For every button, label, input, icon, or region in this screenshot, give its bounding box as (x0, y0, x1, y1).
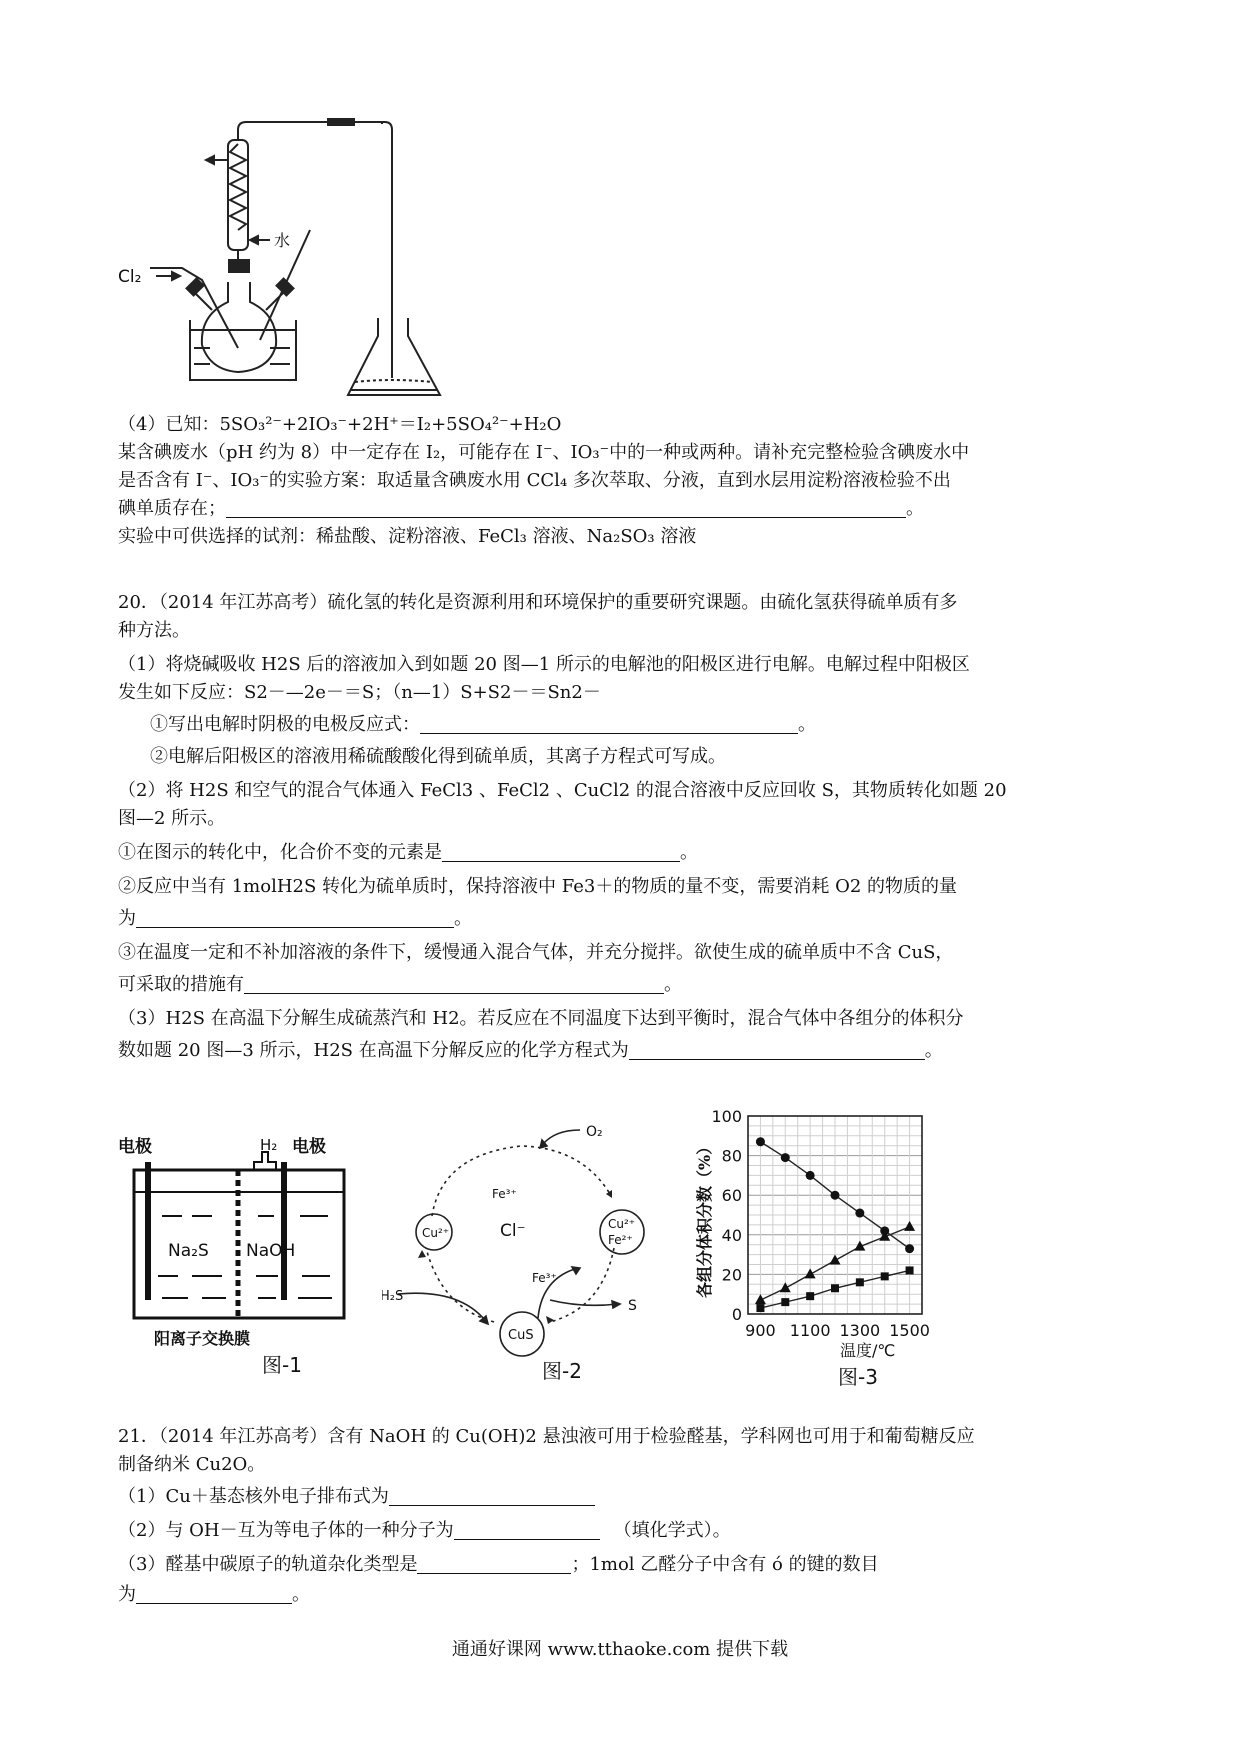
q20-part3-blank[interactable] (629, 1039, 925, 1060)
q20-part1-1: （1）将烧碱吸收 H2S 后的溶液加入到如题 20 图—1 所示的电解池的阳极区进行电解。电解过程中阳极区 (118, 654, 970, 675)
q20-part2-q3-blank[interactable] (244, 973, 664, 994)
q21-part3-answer-text: 为 (118, 1584, 136, 1605)
q4-text-1: 某含碘废水（pH 约为 8）中一定存在 I₂，可能存在 I⁻、IO₃⁻中的一种或两种。请补充完整检验含碘废水中 (118, 442, 970, 463)
y-tick-label: 100 (711, 1108, 742, 1126)
electrode-left-label: 电极 (118, 1137, 152, 1157)
s-label: S (628, 1298, 637, 1314)
figure-volume-fraction-chart (686, 1108, 1026, 1392)
cl2-label: Cl₂ (118, 267, 142, 287)
figure-conversion-cycle (382, 1118, 662, 1388)
q4-text-3-start: 碘单质存在； (118, 498, 226, 519)
data-point-circle (831, 1191, 840, 1200)
figure-2-caption: 图-2 (542, 1359, 582, 1383)
data-point-triangle (780, 1282, 791, 1292)
naoh-label: NaOH (246, 1241, 296, 1261)
cu2-right-label: Cu²⁺ (608, 1217, 636, 1231)
fe3-top-label: Fe³⁺ (492, 1187, 517, 1201)
membrane-label: 阳离子交换膜 (154, 1329, 251, 1348)
water-label: 水 (274, 231, 291, 250)
q4-reagents: 实验中可供选择的试剂：稀盐酸、淀粉溶液、FeCl₃ 溶液、Na₂SO₃ 溶液 (118, 526, 697, 547)
q21-part1 (118, 1484, 1128, 1510)
data-point-square (906, 1266, 914, 1274)
data-point-circle (781, 1153, 790, 1162)
q21-part2-text: （2）与 OH－互为等电子体的一种分子为 (118, 1520, 454, 1541)
q21-part3-answer (118, 1582, 1128, 1608)
q20-part3-2-text: 数如题 20 图—3 所示，H2S 在高温下分解反应的化学方程式为 (118, 1040, 629, 1061)
q21-part2-end: （填化学式）。 (613, 1520, 731, 1541)
q20-part2-q1-end: 。 (680, 842, 698, 863)
footer-credit: 通通好课网 www.tthaoke.com 提供下载 (451, 1639, 789, 1660)
q4-text-2: 是否含有 I⁻、IO₃⁻的实验方案：取适量含碘废水用 CCl₄ 多次萃取、分液，直到水层用淀粉溶液检验不出 (118, 470, 951, 491)
q20-part1-q2: ②电解后阳极区的溶液用稀硫酸酸化得到硫单质，其离子方程式可写成。 (150, 746, 726, 767)
data-point-square (756, 1304, 764, 1312)
chart-x-axis-label: 温度/℃ (840, 1341, 896, 1360)
h2-label: H₂ (260, 1136, 278, 1154)
q20-part2-q3-end: 。 (664, 974, 682, 995)
q21-part3-answer-end: 。 (292, 1584, 310, 1605)
q20-part2-q2-blank[interactable] (136, 907, 454, 928)
data-point-triangle (805, 1268, 816, 1278)
q21-part3-answer-blank[interactable] (136, 1583, 292, 1604)
data-point-square (806, 1292, 814, 1300)
electrode-right-label: 电极 (292, 1137, 326, 1157)
q4-text-3-end: 。 (906, 498, 924, 519)
q20-part2-q1-blank[interactable] (442, 841, 680, 862)
data-point-square (856, 1278, 864, 1286)
q20-part2-q3-answer (118, 972, 1128, 998)
cus-label: CuS (508, 1328, 534, 1343)
figure-1-caption: 图-1 (262, 1353, 302, 1377)
data-point-triangle (755, 1294, 766, 1304)
data-point-square (831, 1284, 839, 1292)
y-tick-label: 80 (721, 1146, 742, 1166)
q20-part2-q2-answer (118, 906, 1128, 932)
q20-part2-q1 (118, 840, 1128, 866)
q20-stem-2: 种方法。 (118, 620, 190, 641)
q20-part1-q1 (150, 712, 1160, 738)
q4-text-3 (118, 496, 1128, 522)
q20-part2-1: （2）将 H2S 和空气的混合气体通入 FeCl3 、FeCl2 、CuCl2 的混合溶液中反应回收 S，其物质转化如题 20 (118, 780, 1007, 801)
cu2-left-label: Cu²⁺ (422, 1226, 450, 1240)
data-point-circle (905, 1244, 914, 1253)
q20-part1-q1-text: ①写出电解时阴极的电极反应式： (150, 714, 420, 735)
data-point-circle (806, 1171, 815, 1180)
data-point-circle (855, 1209, 864, 1218)
q21-stem-2: 制备纳米 Cu2O。 (118, 1454, 266, 1475)
apparatus-figure (110, 110, 530, 410)
data-point-square (881, 1272, 889, 1280)
q20-part1-2: 发生如下反应：S2－—2e－＝S；（n—1）S+S2－＝Sn2－ (118, 682, 601, 703)
q21-part1-text: （1）Cu＋基态核外电子排布式为 (118, 1486, 389, 1507)
q20-part2-q2: ②反应中当有 1molH2S 转化为硫单质时，保持溶液中 Fe3＋的物质的量不变，需要消耗 O2 的物质的量 (118, 876, 958, 897)
fe2-label: Fe²⁺ (608, 1233, 633, 1247)
data-point-square (781, 1298, 789, 1306)
q4-answer-blank[interactable] (226, 497, 906, 518)
q20-part1-q1-end: 。 (798, 714, 816, 735)
x-tick-label: 1100 (789, 1321, 831, 1340)
x-tick-label: 1300 (839, 1321, 881, 1340)
data-point-circle (756, 1137, 765, 1146)
y-tick-label: 0 (731, 1305, 742, 1324)
q20-stem-1: 20．（2014 年江苏高考）硫化氢的转化是资源利用和环境保护的重要研究课题。由硫化氢获得硫单质有多 (118, 592, 958, 613)
o2-label: O₂ (586, 1124, 603, 1140)
data-point-triangle (904, 1221, 915, 1231)
q21-part1-blank[interactable] (389, 1485, 595, 1506)
q20-part2-q2-end: 。 (454, 908, 472, 929)
chart-y-axis-label: 各组分体积分数（%） (695, 1138, 714, 1298)
q4-equation: （4）已知：5SO₃²⁻+2IO₃⁻+2H⁺＝I₂+5SO₄²⁻+H₂O (118, 414, 562, 435)
na2s-label: Na₂S (168, 1241, 209, 1261)
q20-part3-1: （3）H2S 在高温下分解生成硫蒸汽和 H2。若反应在不同温度下达到平衡时，混合气体中各组分的体积分 (118, 1008, 964, 1029)
q21-part3-blank[interactable] (417, 1553, 571, 1574)
q21-stem-1: 21．（2014 年江苏高考）含有 NaOH 的 Cu(OH)2 悬浊液可用于检验醛基，学科网也可用于和葡萄糖反应 (118, 1426, 975, 1447)
q20-part3-2-end: 。 (924, 1040, 943, 1061)
q20-part2-2: 图—2 所示。 (118, 808, 226, 829)
q20-part2-q3: ③在温度一定和不补加溶液的条件下，缓慢通入混合气体，并充分搅拌。欲使生成的硫单质中不含 CuS， (118, 942, 954, 963)
figure-electrolysis-cell (118, 1130, 368, 1380)
fe3-bottom-label: Fe³⁺ (532, 1271, 557, 1285)
q21-part2-blank[interactable] (454, 1519, 600, 1540)
q20-part2-q1-text: ①在图示的转化中，化合价不变的元素是 (118, 842, 442, 863)
figure-3-caption: 图-3 (838, 1365, 878, 1389)
q20-part3-2 (118, 1038, 1128, 1064)
q20-part1-q1-blank[interactable] (420, 713, 798, 734)
data-point-triangle (830, 1255, 841, 1265)
q21-part3-end: ；1mol 乙醛分子中含有 ó 的键的数目 (571, 1554, 879, 1575)
q21-part3 (118, 1552, 1128, 1578)
h2s-label: H₂S (382, 1289, 404, 1304)
q20-part2-q2-text: 为 (118, 908, 136, 929)
q21-part3-text: （3）醛基中碳原子的轨道杂化类型是 (118, 1554, 418, 1575)
y-tick-label: 40 (721, 1225, 742, 1245)
q21-part2 (118, 1518, 1128, 1544)
x-tick-label: 900 (745, 1321, 776, 1340)
y-tick-label: 20 (721, 1265, 742, 1285)
q20-part2-q3-text: 可采取的措施有 (118, 974, 244, 995)
cl-label: Cl⁻ (500, 1221, 526, 1241)
y-tick-label: 60 (721, 1186, 742, 1206)
x-tick-label: 1500 (889, 1321, 930, 1340)
